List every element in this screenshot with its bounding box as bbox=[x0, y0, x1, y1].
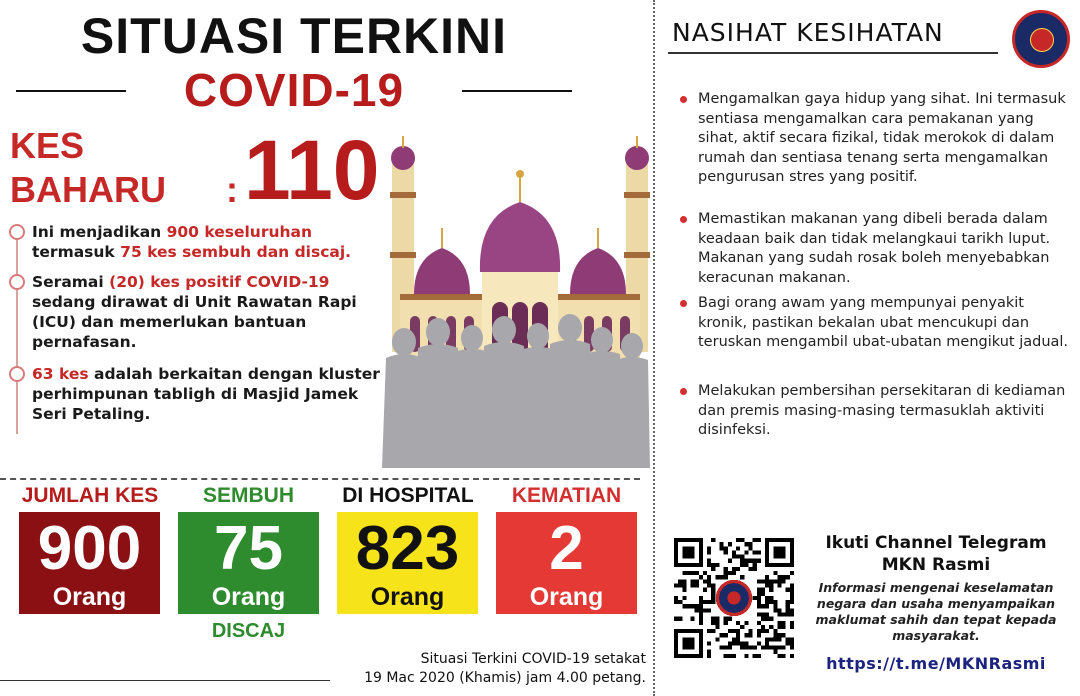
dome-left bbox=[414, 248, 470, 294]
page-title: SITUASI TERKINI bbox=[80, 8, 508, 64]
stat-label-sembuh: SEMBUH bbox=[202, 484, 294, 507]
dome-right bbox=[570, 248, 626, 294]
bullet-1-highlight-b: 75 kes sembuh dan discaj. bbox=[120, 243, 352, 261]
stat-unit: Orang bbox=[52, 583, 127, 611]
stat-box-sembuh bbox=[178, 512, 319, 614]
stat-box-kematian bbox=[496, 512, 637, 614]
bullet-dot-icon bbox=[680, 216, 687, 223]
advice-text: Bagi orang awam yang mempunyai penyakit kronik, pastikan bekalan ubat mencukupi dan teruskan mengambil ubat-ubatan mengikut jadual. bbox=[698, 295, 1069, 350]
bullet-dot-icon bbox=[680, 96, 687, 103]
section-divider-horizontal bbox=[0, 478, 640, 480]
advice-item-2 bbox=[698, 210, 1070, 288]
telegram-description: Informasi mengenai keselamatan negara dan usaha menyampaikan maklumat sahih dan tepat kepada masyarakat. bbox=[815, 580, 1057, 643]
stat-value: 900 bbox=[37, 514, 142, 583]
bullet-2-text-a: Seramai bbox=[32, 273, 110, 291]
footer-rule bbox=[0, 680, 330, 681]
bullet-3-highlight: 63 kes bbox=[32, 365, 89, 383]
new-cases-label bbox=[10, 125, 166, 210]
new-cases-value: 110 bbox=[244, 123, 380, 217]
bullet-1-text-a: Ini menjadikan bbox=[32, 223, 167, 241]
stat-label-di-hospital: DI HOSPITAL bbox=[342, 484, 474, 507]
footer-note bbox=[320, 650, 646, 688]
advice-text: Memastikan makanan yang dibeli berada dalam keadaan baik dan tidak melangkaui tarikh luput. Makanan yang sudah rosak boleh menyebabkan keracunan makanan. bbox=[698, 211, 1051, 286]
stat-unit: Orang bbox=[529, 583, 604, 611]
logo-emblem bbox=[1030, 28, 1054, 52]
telegram-title-line1: Ikuti Channel Telegram bbox=[825, 533, 1047, 553]
bullet-1-highlight-a: 900 keseluruhan bbox=[166, 223, 313, 241]
discaj-label: DISCAJ bbox=[211, 620, 286, 642]
new-cases-label-line2: BAHARU bbox=[10, 169, 166, 210]
subtitle-row bbox=[14, 62, 574, 118]
bullet-dot-icon bbox=[680, 388, 687, 395]
advice-text: Mengamalkan gaya hidup yang sihat. Ini termasuk sentiasa mengamalkan cara pemakanan yang sihat, aktif secara fizikal, tidak merokok di dalam rumah dan sentiasa tenang serta mengamalkan pengurusan stres yang positif. bbox=[698, 91, 1066, 185]
dome-main bbox=[480, 202, 560, 272]
bullet-circle-icon bbox=[9, 366, 25, 382]
stat-value: 75 bbox=[214, 514, 283, 583]
stat-value: 2 bbox=[549, 514, 584, 583]
telegram-title bbox=[800, 532, 1072, 576]
advice-title-rule bbox=[668, 52, 998, 54]
stat-box-jumlah-kes bbox=[19, 512, 160, 614]
bullet-circle-icon bbox=[9, 274, 25, 290]
mkn-logo-icon bbox=[1012, 10, 1070, 68]
footer-line-1: Situasi Terkini COVID-19 setakat bbox=[420, 651, 646, 667]
qr-code-icon[interactable] bbox=[674, 538, 794, 658]
stat-unit: Orang bbox=[211, 583, 286, 611]
bullet-item-2 bbox=[32, 272, 392, 352]
new-cases-label-line1: KES bbox=[10, 125, 85, 166]
bullet-3-text: adalah berkaitan dengan kluster perhimpunan tabligh di Masjid Jamek Seri Petaling. bbox=[32, 365, 380, 423]
section-divider-vertical bbox=[653, 0, 655, 696]
footer-line-2: 19 Mac 2020 (Khamis) jam 4.00 petang. bbox=[364, 670, 646, 686]
advice-item-4 bbox=[698, 382, 1070, 441]
telegram-link[interactable]: https://t.me/MKNRasmi bbox=[826, 654, 1046, 673]
advice-item-3 bbox=[698, 294, 1070, 353]
bullet-circle-icon bbox=[9, 224, 25, 240]
stat-value: 823 bbox=[355, 514, 460, 583]
bullet-2-highlight: (20) kes positif COVID-19 bbox=[109, 273, 330, 291]
advice-text: Melakukan pembersihan persekitaran di kediaman dan premis masing-masing termasuklah aktiviti disinfeksi. bbox=[698, 383, 1066, 438]
mosque-crowd-illustration bbox=[380, 132, 650, 472]
new-cases-colon: : bbox=[226, 169, 238, 210]
bullet-item-3 bbox=[32, 364, 392, 424]
bullet-dot-icon bbox=[680, 300, 687, 307]
stat-unit: Orang bbox=[370, 583, 445, 611]
telegram-title-line2: MKN Rasmi bbox=[881, 555, 991, 575]
bullet-2-text-b: sedang dirawat di Unit Rawatan Rapi (ICU) dan memerlukan bantuan pernafasan. bbox=[32, 293, 357, 351]
subtitle-rule-right bbox=[462, 90, 572, 92]
bullet-1-text-b: termasuk bbox=[32, 243, 121, 261]
stat-label-jumlah-kes: JUMLAH KES bbox=[21, 484, 159, 507]
stat-box-di-hospital bbox=[337, 512, 478, 614]
subtitle-covid: COVID-19 bbox=[183, 64, 405, 116]
stat-label-kematian: KEMATIAN bbox=[511, 484, 622, 507]
bullet-timeline bbox=[16, 234, 18, 434]
advice-item-1 bbox=[698, 90, 1070, 188]
advice-title: NASIHAT KESIHATAN bbox=[672, 18, 944, 47]
bullet-item-1 bbox=[32, 222, 392, 262]
